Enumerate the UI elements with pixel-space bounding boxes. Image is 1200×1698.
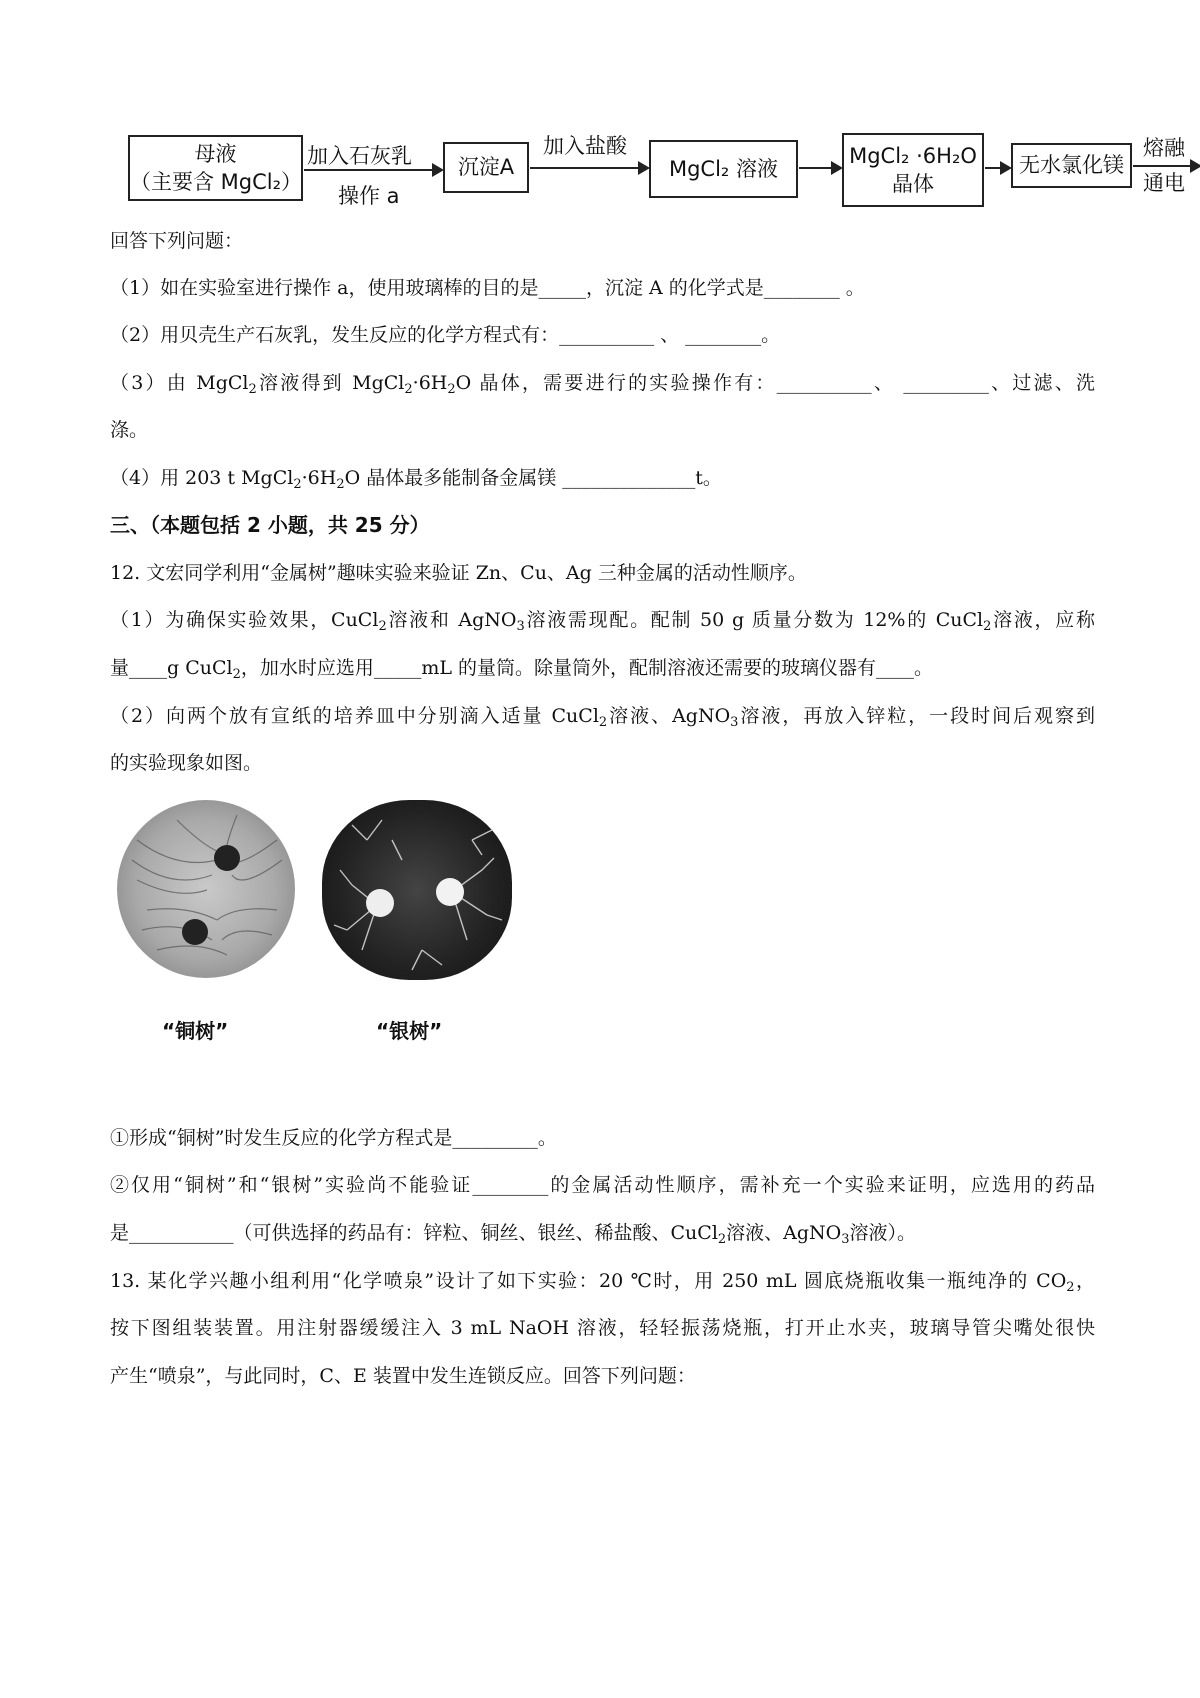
- copper-tree-caption: “铜树”: [162, 1019, 229, 1043]
- subscript: 2: [717, 1232, 727, 1247]
- question-12-c1: ①形成“铜树”时发生反应的化学方程式是_________。: [110, 1127, 557, 1149]
- question-12-1-cont: [110, 655, 1095, 681]
- subscript: 2: [447, 382, 456, 397]
- text-run: ，加水时应选用_____mL 的量筒。除量筒外，配制溶液还需要的玻璃仪器有____。: [240, 657, 934, 679]
- question-13-line3: 产生“喷泉”，与此同时，C、E 装置中发生连锁反应。回答下列问题：: [110, 1365, 696, 1387]
- subscript: 2: [378, 619, 387, 634]
- box-label: MgCl₂ 溶液: [668, 156, 779, 181]
- box-label: 母液: [194, 141, 237, 166]
- arrow-label: 加入石灰乳: [307, 144, 412, 168]
- box-label: （主要含 MgCl₂）: [130, 170, 303, 194]
- silver-tree-photo: [322, 800, 512, 980]
- question-12-2: [110, 703, 1095, 729]
- text-run: （4）用 203 t MgCl: [110, 467, 294, 489]
- anhydrous-mgcl2-box: [1011, 143, 1132, 188]
- question-4: [110, 465, 1095, 491]
- question-12: 12. 文宏同学利用“金属树”趣味实验来验证 Zn、Cu、Ag 三种金属的活动性顺序。: [110, 562, 807, 584]
- arrow-2: [530, 167, 648, 169]
- arrow-label: 通电: [1143, 171, 1185, 195]
- text-run: （1）为确保实验效果，CuCl: [110, 609, 379, 631]
- question-2: （2）用贝壳生产石灰乳，发生反应的化学方程式有：__________ 、 ________。: [110, 324, 781, 346]
- precipitate-a-box: [443, 142, 529, 193]
- subscript: 2: [293, 477, 302, 492]
- silver-tree-caption: “银树”: [376, 1019, 443, 1043]
- arrow-label: 熔融: [1143, 136, 1185, 160]
- text-run: （2）向两个放有宣纸的培养皿中分别滴入适量 CuCl: [110, 705, 599, 727]
- subscript: 3: [730, 715, 739, 730]
- subscript: 2: [983, 619, 992, 634]
- copper-tree-pattern: [117, 800, 295, 978]
- copper-tree-photo: [117, 800, 295, 978]
- mgcl2-solution-box: [649, 140, 798, 198]
- question-13: [110, 1268, 1095, 1294]
- box-label: 沉淀A: [457, 155, 515, 180]
- intro-text: 回答下列问题：: [110, 230, 244, 252]
- box-label: 晶体: [892, 172, 934, 196]
- silver-tree-pattern: [322, 800, 512, 980]
- text-run: 量____g CuCl: [110, 657, 233, 679]
- section-3-heading: 三、（本题包括 2 小题，共 25 分）: [110, 513, 430, 537]
- arrow-label: 加入盐酸: [543, 134, 627, 158]
- text-run: 溶液，再放入锌粒，一段时间后观察到: [738, 705, 1095, 727]
- question-12-c2: ②仅用“铜树”和“银树”实验尚不能验证________的金属活动性顺序，需补充一个实验来证明，应选用的药品: [110, 1174, 1095, 1196]
- subscript: 2: [404, 382, 413, 397]
- text-run: ·6H: [412, 372, 448, 394]
- question-13-line2: 按下图组装装置。用注射器缓缓注入 3 mL NaOH 溶液，轻轻振荡烧瓶，打开止水夹，玻璃导管尖嘴处很快: [110, 1317, 1095, 1339]
- process-flow-diagram: [0, 0, 1200, 220]
- question-12-1: [110, 607, 1095, 633]
- text-run: 溶液、AgNO: [607, 705, 731, 727]
- text-run: ·6H: [301, 467, 337, 489]
- subscript: 3: [841, 1232, 850, 1247]
- mgcl2-crystal-box: [842, 133, 984, 207]
- text-run: 13. 某化学兴趣小组利用“化学喷泉”设计了如下实验：20 ℃时，用 250 mL 圆底烧瓶收集一瓶纯净的 CO: [110, 1270, 1067, 1292]
- question-3-cont: 涤。: [110, 419, 149, 441]
- subscript: 2: [336, 477, 345, 492]
- mother-liquor-box: [128, 135, 303, 201]
- question-12-2-cont: 的实验现象如图。: [110, 752, 263, 774]
- subscript: 2: [232, 667, 241, 682]
- arrow-1: [304, 169, 442, 171]
- text-run: 溶液需现配。配制 50 g 质量分数为 12%的 CuCl: [524, 609, 984, 631]
- question-12-c2-cont: [110, 1220, 1095, 1246]
- arrow-3: [799, 167, 841, 169]
- subscript: 3: [516, 619, 525, 634]
- text-run: 溶液，应称: [991, 609, 1095, 631]
- text-run: O 晶体最多能制备金属镁 ______________t。: [344, 467, 722, 489]
- text-run: ，: [1074, 1270, 1095, 1292]
- text-run: 是___________（可供选择的药品有：锌粒、铜丝、银丝、稀盐酸、CuCl: [110, 1222, 718, 1244]
- question-3: [110, 370, 1095, 396]
- question-1: （1）如在实验室进行操作 a，使用玻璃棒的目的是_____，沉淀 A 的化学式是________ 。: [110, 277, 865, 299]
- text-run: （3）由 MgCl: [110, 372, 249, 394]
- subscript: 2: [1066, 1280, 1075, 1295]
- text-run: 溶液和 AgNO: [386, 609, 517, 631]
- box-label: 无水氯化镁: [1019, 153, 1124, 178]
- text-run: 溶液得到 MgCl: [256, 372, 405, 394]
- box-label: MgCl₂ ·6H₂O: [849, 143, 977, 168]
- arrow-label: 操作 a: [338, 184, 400, 208]
- text-run: 溶液）。: [849, 1222, 917, 1244]
- subscript: 2: [598, 715, 608, 730]
- arrow-4: [985, 167, 1010, 169]
- text-run: 溶液、AgNO: [726, 1222, 842, 1244]
- text-run: O 晶体，需要进行的实验操作有：__________、 _________、过滤、洗: [455, 372, 1095, 394]
- subscript: 2: [248, 382, 257, 397]
